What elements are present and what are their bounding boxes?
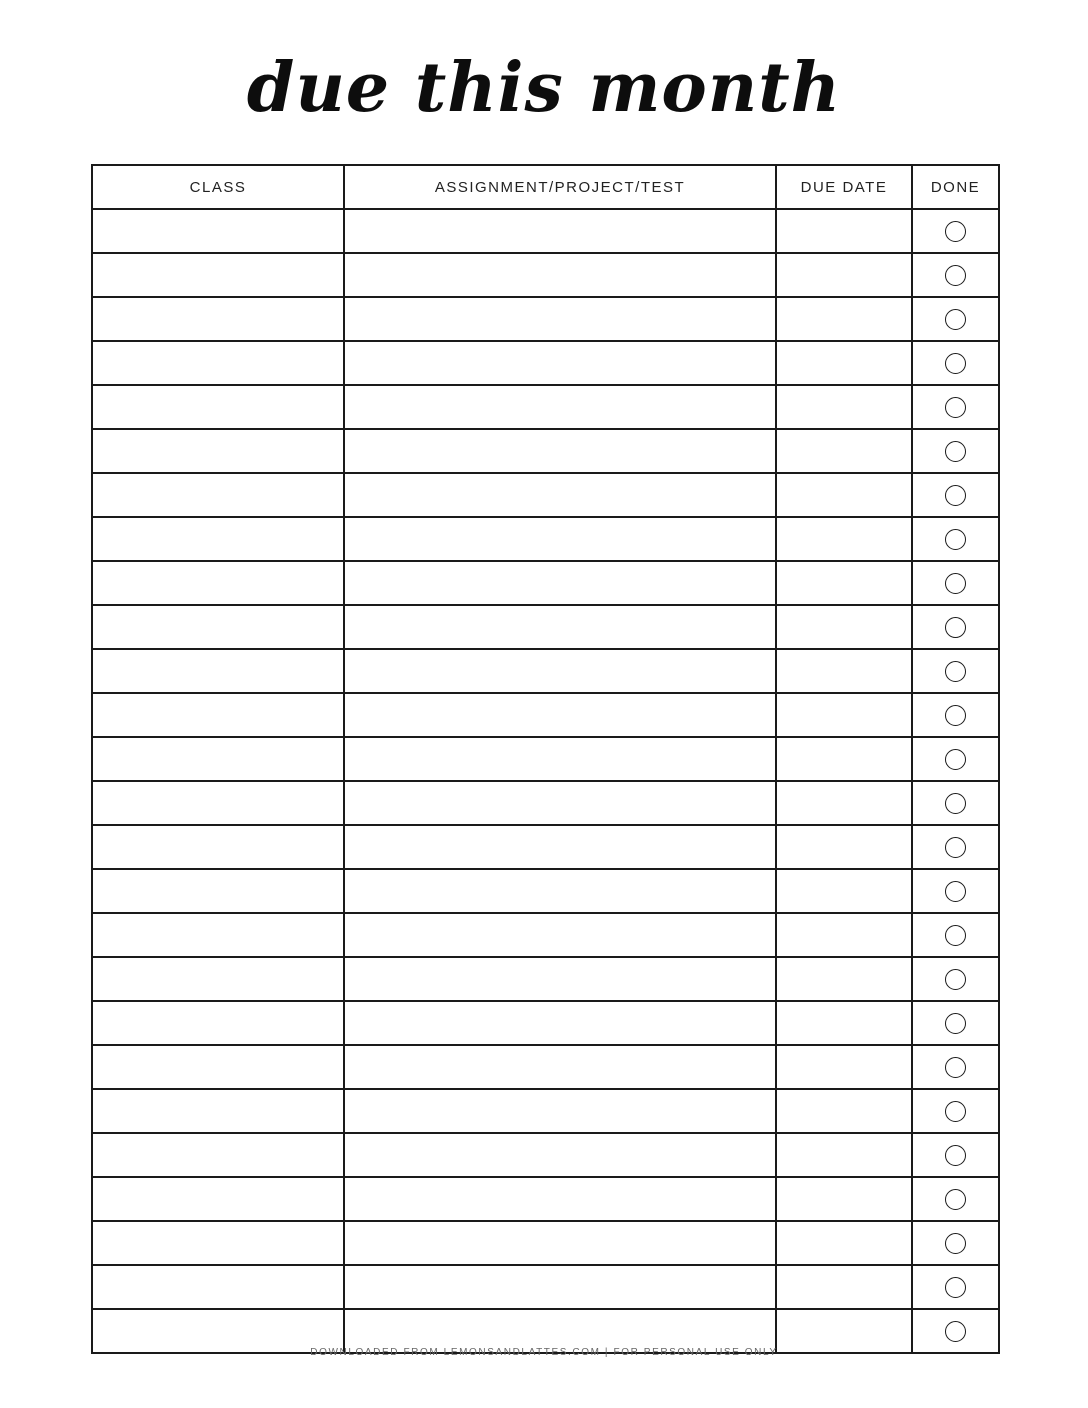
table-row [92,693,999,737]
assignment-cell[interactable] [344,693,776,737]
table-row [92,385,999,429]
assignment-cell[interactable] [344,1089,776,1133]
done-checkbox-icon[interactable] [945,837,966,858]
due-date-cell[interactable] [776,869,912,913]
table-row [92,957,999,1001]
assignment-cell[interactable] [344,209,776,253]
done-cell [912,1133,999,1177]
due-date-cell[interactable] [776,561,912,605]
assignment-cell[interactable] [344,825,776,869]
class-cell[interactable] [92,1089,344,1133]
assignment-cell[interactable] [344,473,776,517]
done-cell [912,737,999,781]
class-cell[interactable] [92,693,344,737]
class-cell[interactable] [92,209,344,253]
table-row [92,1045,999,1089]
done-cell [912,1089,999,1133]
done-checkbox-icon[interactable] [945,1277,966,1298]
class-cell[interactable] [92,429,344,473]
done-cell [912,1221,999,1265]
class-cell[interactable] [92,605,344,649]
due-date-cell[interactable] [776,1001,912,1045]
class-cell[interactable] [92,649,344,693]
done-cell [912,561,999,605]
table-row [92,253,999,297]
done-cell [912,1265,999,1309]
assignment-cell[interactable] [344,869,776,913]
done-checkbox-icon[interactable] [945,485,966,506]
due-date-cell[interactable] [776,1089,912,1133]
done-checkbox-icon[interactable] [945,1233,966,1254]
table-row [92,1177,999,1221]
due-date-cell[interactable] [776,825,912,869]
done-cell [912,385,999,429]
assignment-cell[interactable] [344,1265,776,1309]
done-cell [912,473,999,517]
done-checkbox-icon[interactable] [945,925,966,946]
done-cell [912,297,999,341]
done-checkbox-icon[interactable] [945,661,966,682]
done-cell [912,1045,999,1089]
done-checkbox-icon[interactable] [945,749,966,770]
class-cell[interactable] [92,781,344,825]
done-checkbox-icon[interactable] [945,573,966,594]
done-cell [912,517,999,561]
class-cell[interactable] [92,737,344,781]
assignment-cell[interactable] [344,1221,776,1265]
due-date-cell[interactable] [776,957,912,1001]
assignments-table [91,164,1000,1354]
done-cell [912,957,999,1001]
table-row [92,781,999,825]
class-cell[interactable] [92,517,344,561]
table-body [92,209,999,1353]
table-row [92,1089,999,1133]
due-date-cell[interactable] [776,473,912,517]
due-date-cell[interactable] [776,297,912,341]
done-checkbox-icon[interactable] [945,265,966,286]
class-cell[interactable] [92,1001,344,1045]
done-checkbox-icon[interactable] [945,881,966,902]
class-cell[interactable] [92,385,344,429]
class-cell[interactable] [92,825,344,869]
done-checkbox-icon[interactable] [945,705,966,726]
assignment-cell[interactable] [344,957,776,1001]
table-row [92,209,999,253]
class-cell[interactable] [92,253,344,297]
due-date-cell[interactable] [776,649,912,693]
due-date-cell[interactable] [776,253,912,297]
done-checkbox-icon[interactable] [945,397,966,418]
due-date-cell[interactable] [776,1221,912,1265]
class-cell[interactable] [92,1045,344,1089]
table-row [92,825,999,869]
due-date-cell[interactable] [776,913,912,957]
done-cell [912,429,999,473]
done-cell [912,253,999,297]
done-checkbox-icon[interactable] [945,1145,966,1166]
due-date-cell[interactable] [776,781,912,825]
assignment-cell[interactable] [344,737,776,781]
assignment-cell[interactable] [344,385,776,429]
assignment-cell[interactable] [344,297,776,341]
due-date-cell[interactable] [776,1177,912,1221]
due-date-cell[interactable] [776,737,912,781]
done-cell [912,825,999,869]
class-cell[interactable] [92,1265,344,1309]
done-checkbox-icon[interactable] [945,793,966,814]
done-cell [912,649,999,693]
table-row [92,1221,999,1265]
table-row [92,649,999,693]
done-cell [912,1001,999,1045]
done-checkbox-icon[interactable] [945,309,966,330]
column-header-done: DONE [912,165,999,209]
due-date-cell[interactable] [776,1045,912,1089]
table-row [92,1133,999,1177]
column-header-class: CLASS [92,165,344,209]
done-cell [912,693,999,737]
done-checkbox-icon[interactable] [945,1013,966,1034]
class-cell[interactable] [92,297,344,341]
assignment-cell[interactable] [344,605,776,649]
column-header-assignment: ASSIGNMENT/PROJECT/TEST [344,165,776,209]
table-row [92,561,999,605]
assignment-cell[interactable] [344,517,776,561]
done-checkbox-icon[interactable] [945,353,966,374]
done-checkbox-icon[interactable] [945,969,966,990]
assignment-cell[interactable] [344,781,776,825]
done-checkbox-icon[interactable] [945,1101,966,1122]
assignment-cell[interactable] [344,561,776,605]
table-row [92,473,999,517]
class-cell[interactable] [92,957,344,1001]
assignment-cell[interactable] [344,429,776,473]
table-row [92,517,999,561]
due-date-cell[interactable] [776,429,912,473]
assignment-cell[interactable] [344,913,776,957]
done-checkbox-icon[interactable] [945,617,966,638]
done-checkbox-icon[interactable] [945,529,966,550]
assignment-cell[interactable] [344,341,776,385]
done-cell [912,1177,999,1221]
done-cell [912,869,999,913]
class-cell[interactable] [92,341,344,385]
assignment-cell[interactable] [344,253,776,297]
table-row [92,1265,999,1309]
done-checkbox-icon[interactable] [945,441,966,462]
table-row [92,913,999,957]
class-cell[interactable] [92,913,344,957]
done-cell [912,605,999,649]
due-date-cell[interactable] [776,341,912,385]
table-row [92,429,999,473]
class-cell[interactable] [92,1177,344,1221]
due-date-cell[interactable] [776,385,912,429]
class-cell[interactable] [92,473,344,517]
due-date-cell[interactable] [776,693,912,737]
done-cell [912,209,999,253]
done-checkbox-icon[interactable] [945,1321,966,1342]
class-cell[interactable] [92,561,344,605]
due-date-cell[interactable] [776,517,912,561]
done-cell [912,341,999,385]
class-cell[interactable] [92,1221,344,1265]
table-row [92,869,999,913]
table-row [92,341,999,385]
due-date-cell[interactable] [776,209,912,253]
due-date-cell[interactable] [776,1133,912,1177]
done-checkbox-icon[interactable] [945,1189,966,1210]
assignment-cell[interactable] [344,1133,776,1177]
table-header-row [92,165,999,209]
assignment-cell[interactable] [344,1045,776,1089]
class-cell[interactable] [92,1133,344,1177]
footer-note: DOWNLOADED FROM LEMONSANDLATTES.COM | FOR PERSONAL USE ONLY [310,1347,778,1358]
column-header-due-date: DUE DATE [776,165,912,209]
class-cell[interactable] [92,869,344,913]
assignment-cell[interactable] [344,1177,776,1221]
done-cell [912,913,999,957]
assignment-cell[interactable] [344,1001,776,1045]
done-checkbox-icon[interactable] [945,1057,966,1078]
assignment-cell[interactable] [344,649,776,693]
table-row [92,1001,999,1045]
table-row [92,605,999,649]
due-date-cell[interactable] [776,605,912,649]
page-title: due this month [246,48,842,128]
due-date-cell[interactable] [776,1265,912,1309]
done-checkbox-icon[interactable] [945,221,966,242]
done-cell [912,781,999,825]
table-row [92,297,999,341]
table-row [92,737,999,781]
